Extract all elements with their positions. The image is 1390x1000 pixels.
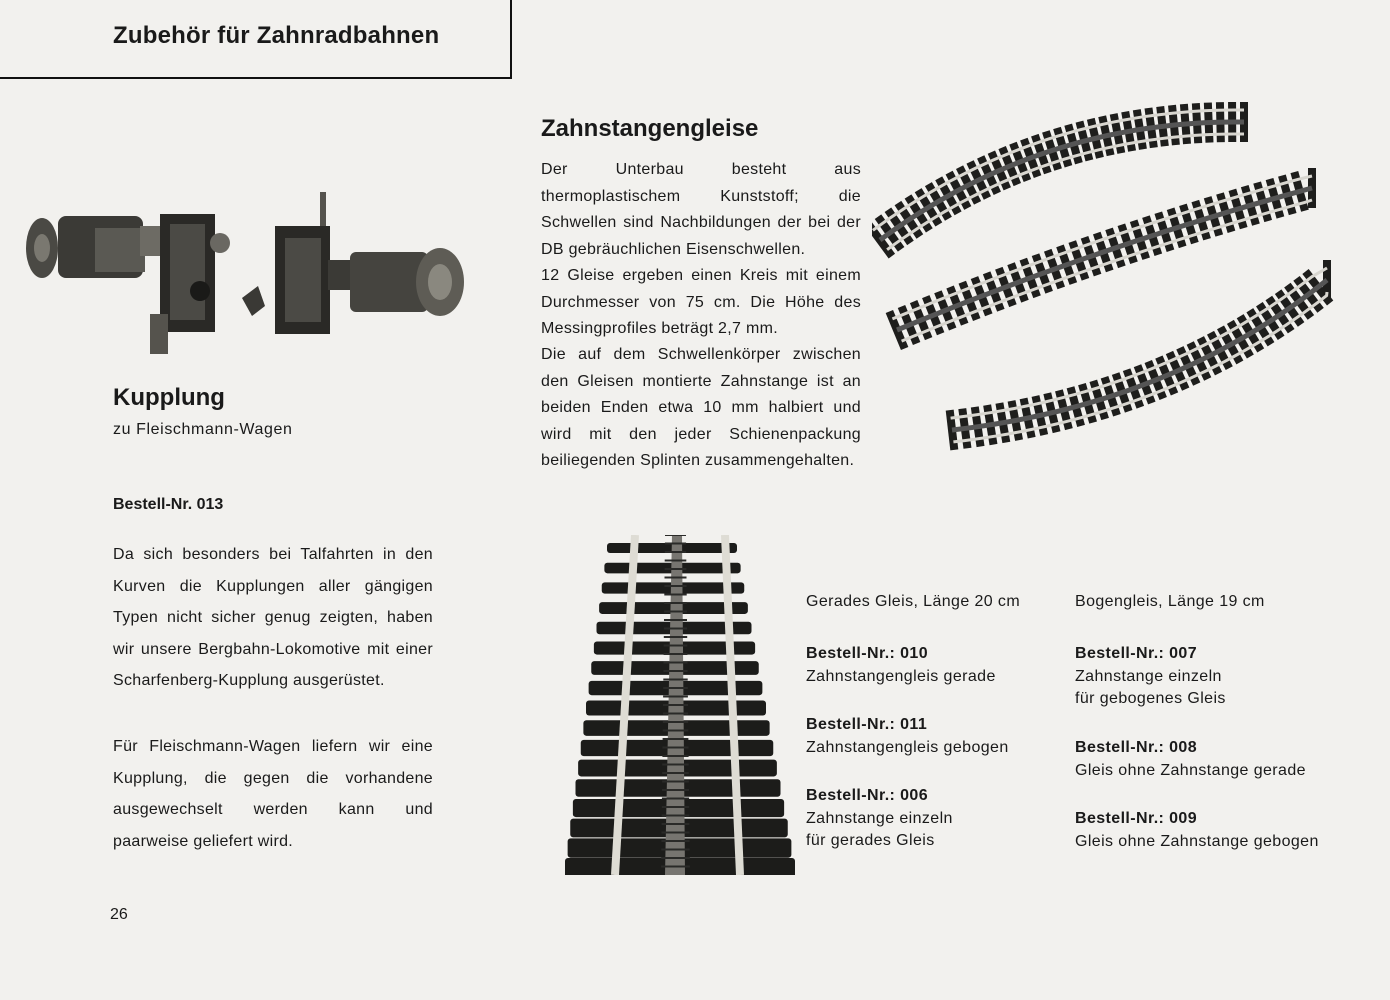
order-description: Zahnstangengleis gebogen bbox=[806, 738, 1009, 756]
zahnstange-paragraph-3: Die auf dem Schwellenkörper zwischen den Gleisen montierte Zahnstange ist an beiden Enden etwa 10 mm halbiert und wird mit den jeder Schienenpackung beiliegenden Splinten zusammengehalten. bbox=[541, 346, 861, 469]
order-number: Bestell-Nr.: 010 bbox=[806, 645, 929, 662]
order-description: Gleis ohne Zahnstange gerade bbox=[1075, 761, 1306, 779]
curved-track-heading: Bogengleis, Länge 19 cm bbox=[1075, 593, 1265, 610]
order-item bbox=[1075, 643, 1226, 711]
page-title: Zubehör für Zahnradbahnen bbox=[113, 22, 440, 49]
order-description: Zahnstange einzeln bbox=[1075, 667, 1222, 685]
kupplung-heading: Kupplung bbox=[113, 384, 225, 411]
header-box bbox=[0, 0, 512, 79]
kupplung-paragraph-1: Da sich besonders bei Talfahrten in den Kurven die Kupplungen aller gängigen Typen nicht sicher genug zeigten, haben wir unsere Bergbahn-Lokomotive mit einer Scharfenberg-Kupplung ausgerüstet. bbox=[113, 546, 433, 689]
order-item bbox=[806, 643, 996, 688]
coupling-photo bbox=[20, 186, 475, 358]
zahnstange-heading: Zahnstangengleise bbox=[541, 115, 759, 142]
zahnstange-paragraph-2: 12 Gleise ergeben einen Kreis mit einem Durchmesser von 75 cm. Die Höhe des Messingprofiles beträgt 2,7 mm. bbox=[541, 267, 861, 337]
straight-track-heading: Gerades Gleis, Länge 20 cm bbox=[806, 593, 1021, 610]
zahnstange-paragraph-1: Der Unterbau besteht aus thermoplastischem Kunststoff; die Schwellen sind Nachbildungen der bei der DB gebräuchlichen Eisenschwellen. bbox=[541, 161, 861, 258]
curved-tracks-photo bbox=[872, 100, 1342, 455]
page-number: 26 bbox=[110, 906, 128, 923]
kupplung-paragraph-2: Für Fleischmann-Wagen liefern wir eine Kupplung, die gegen die vorhandene ausgewechselt werden kann und paarweise geliefert wird. bbox=[113, 738, 433, 850]
kupplung-order-number: Bestell-Nr. 013 bbox=[113, 496, 224, 513]
order-number: Bestell-Nr.: 008 bbox=[1075, 739, 1198, 756]
order-number: Bestell-Nr.: 009 bbox=[1075, 810, 1198, 827]
order-item bbox=[1075, 737, 1306, 782]
order-item bbox=[806, 714, 1009, 759]
order-number: Bestell-Nr.: 011 bbox=[806, 716, 928, 733]
order-number: Bestell-Nr.: 007 bbox=[1075, 645, 1198, 662]
order-description: Zahnstangengleis gerade bbox=[806, 667, 996, 685]
kupplung-subtitle: zu Fleischmann-Wagen bbox=[113, 421, 293, 438]
order-item bbox=[806, 785, 953, 853]
order-description: Zahnstange einzeln bbox=[806, 809, 953, 827]
order-description: Gleis ohne Zahnstange gebogen bbox=[1075, 832, 1319, 850]
order-item bbox=[1075, 808, 1319, 853]
order-description-line-2: für gerades Gleis bbox=[806, 832, 935, 849]
order-number: Bestell-Nr.: 006 bbox=[806, 787, 929, 804]
straight-track-photo bbox=[560, 535, 800, 875]
order-description-line-2: für gebogenes Gleis bbox=[1075, 690, 1226, 707]
